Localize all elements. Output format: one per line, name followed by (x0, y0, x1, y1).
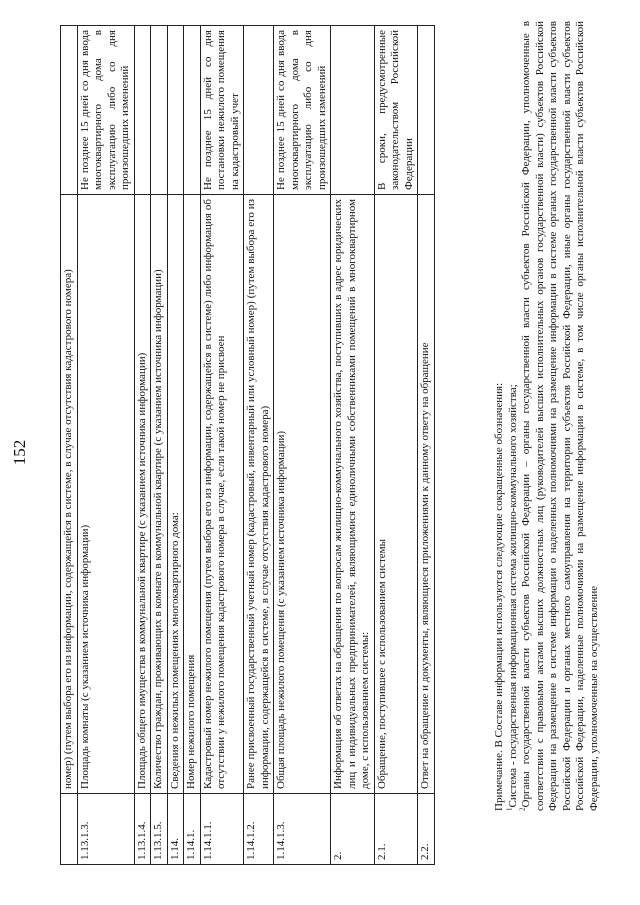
row-deadline (134, 26, 151, 195)
table-row (151, 26, 168, 865)
note-1-mark: 1 (504, 807, 513, 811)
row-number: 2.2. (418, 794, 435, 865)
row-description: Кадастровый номер нежилого помещения (путем выбора его из информации, содержащейся в системе) либо информация об отсутствии у нежилого помещения кадастрового номера в случае, если такой номер не присвоен (200, 195, 244, 794)
row-deadline: Не позднее 15 дней со дня ввода многоквартирного дома в эксплуатацию либо со дня произошедших изменений (77, 26, 134, 195)
row-description: Обращение, поступившее с использованием системы (374, 195, 418, 794)
note-2-text: Органы государственной власти субъектов Российской Федерации – органы государственной власти субъектов Российской Федерации, уполномоченные в соответствии с правовыми актами высших должностных лиц (руководителей высших исполнительных органов государственной власти) субъектов Российской Федерации на размещение в системе информации о наделенных полномочиями на размещение информации в системе органах государственной власти субъектов Российской Федерации и органах местного самоуправления на территории субъектов Российской Федерации, иные органы государственной власти субъектов Российской Федерации, наделенные полномочиями на размещение информации в системе, в том числе органы исполнительной власти субъектов Российской Федерации, уполномоченные на осуществление (520, 21, 600, 811)
row-deadline (167, 26, 184, 195)
row-description: Ответ на обращение и документы, являющиеся приложениями к данному ответу на обращение (418, 195, 435, 794)
table-row (77, 26, 134, 865)
row-description: номер) (путем выбора его из информации, содержащейся в системе, в случае отсутствия кадастрового номера) (61, 195, 78, 794)
row-deadline: Не позднее 15 дней со дня ввода многоквартирного дома в эксплуатацию либо со дня произошедших изменений (274, 26, 331, 195)
row-number (61, 794, 78, 865)
row-description: Ранее присвоенный государственный учетный номер (кадастровый, инвентарный или условный номер) (путем выбора его из информации, содержащейся в системе, в случае отсутствия кадастрового номера) (244, 195, 274, 794)
row-number: 1.13.1.3. (77, 794, 134, 865)
row-deadline (418, 26, 435, 195)
row-description: Площадь общего имущества в коммунальной квартире (с указанием источника информации) (134, 195, 151, 794)
row-deadline (61, 26, 78, 195)
row-description: Номер нежилого помещения (184, 195, 201, 794)
table-row (244, 26, 274, 865)
table-row (134, 26, 151, 865)
table-row (200, 26, 244, 865)
row-number: 1.14.1.2. (244, 794, 274, 865)
row-number: 1.14. (167, 794, 184, 865)
row-deadline (151, 26, 168, 195)
row-deadline: В сроки, предусмотренные законодательством Российской Федерации (374, 26, 418, 195)
notes-section (493, 21, 601, 811)
note-1 (504, 21, 521, 811)
row-number: 1.14.1.3. (274, 794, 331, 865)
note-2 (520, 21, 601, 811)
row-description: Информация об ответах на обращения по вопросам жилищно-коммунального хозяйства, поступивших в адрес юридических лиц и индивидуальных предпринимателей, являющимися единоличными собственниками помещений в многоквартирном доме, с использованием системы: (331, 195, 375, 794)
table-row (374, 26, 418, 865)
table-row (331, 26, 375, 865)
row-deadline (184, 26, 201, 195)
table-row (418, 26, 435, 865)
row-number: 2. (331, 794, 375, 865)
page-number: 152 (10, 439, 29, 466)
row-description: Площадь комнаты (с указанием источника информации) (77, 195, 134, 794)
row-deadline (244, 26, 274, 195)
row-description: Количество граждан, проживающих в комнате в коммунальной квартире (с указанием источника информации) (151, 195, 168, 794)
row-description: Сведения о нежилых помещениях многоквартирного дома: (167, 195, 184, 794)
row-description: Общая площадь нежилого помещения (с указанием источника информации) (274, 195, 331, 794)
row-number: 1.14.1. (184, 794, 201, 865)
row-number: 1.13.1.5. (151, 794, 168, 865)
notes-intro: Примечание. В Составе информации используются следующие сокращенные обозначения: (493, 382, 505, 811)
information-table (60, 25, 435, 865)
row-deadline (331, 26, 375, 195)
row-number: 2.1. (374, 794, 418, 865)
note-2-mark: 2 (518, 807, 527, 811)
table-row (274, 26, 331, 865)
row-number: 1.14.1.1. (200, 794, 244, 865)
row-number: 1.13.1.4. (134, 794, 151, 865)
table-row (61, 26, 78, 865)
table-row (167, 26, 184, 865)
table-row (184, 26, 201, 865)
row-deadline: Не позднее 15 дней со дня постановки нежилого помещения на кадастровый учет (200, 26, 244, 195)
note-1-text: Система - государственная информационная система жилищно-коммунального хозяйства; (506, 384, 519, 808)
